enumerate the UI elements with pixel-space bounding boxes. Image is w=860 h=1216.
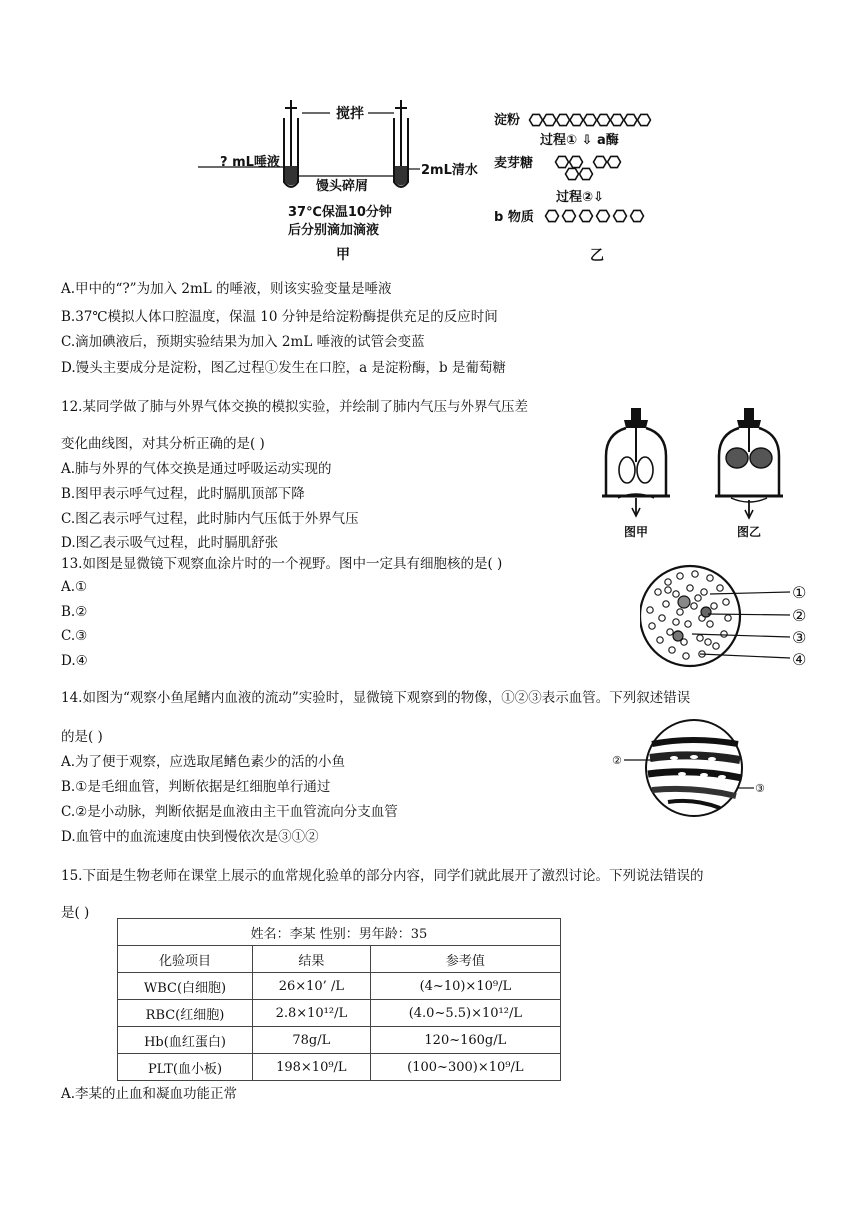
maltose-label: 麦芽糖 [494, 156, 534, 171]
q14-stem: 14.如图为“观察小鱼尾鳍内血液的流动”实验时，显微镜下观察到的物像，①②③表示血管。下列叙述错误 [61, 690, 691, 706]
cell-reference: 120~160g/L [370, 1027, 560, 1054]
cell-reference: (4.0~5.5)×10¹²/L [370, 1000, 560, 1027]
jar-b [715, 408, 783, 539]
red-blood-cell [677, 609, 683, 615]
hexagon-unit [584, 114, 597, 125]
q12-stem-cont: 变化曲线图，对其分析正确的是( ) [61, 436, 265, 452]
table-title: 姓名：李某 性别：男年龄：35 [118, 919, 561, 946]
q15-stem: 15.下面是生物老师在课堂上展示的血常规化验单的部分内容，同学们就此展开了激烈讨论。下列说法错误的 [61, 868, 704, 884]
hexagon-unit [631, 210, 644, 221]
red-blood-cell [665, 579, 671, 585]
red-blood-cell [667, 629, 673, 635]
red-blood-cell [717, 585, 723, 591]
hexagon-unit [594, 156, 607, 167]
blood-smear-figure [640, 562, 830, 674]
q11-option-b: B.37℃模拟人体口腔温度，保温 10 分钟是给淀粉酶提供充足的反应时间 [61, 309, 498, 325]
hexagon-unit [566, 168, 579, 179]
b-substance-label: b 物质 [494, 210, 534, 225]
bread-label: 馒头碎屑 [316, 179, 369, 194]
hexagon-unit [597, 114, 610, 125]
vessel-label-3: ③ [755, 782, 765, 795]
hexagon-unit [611, 114, 624, 125]
hexagon-unit [614, 210, 627, 221]
cell-reference: (100~300)×10⁹/L [370, 1054, 560, 1081]
hexagon-unit [570, 114, 583, 125]
hexagon-unit [580, 210, 593, 221]
table-header-row [118, 946, 561, 973]
hexagon-unit [608, 156, 621, 167]
red-blood-cell [725, 615, 731, 621]
q12-option-c: C.图乙表示呼气过程，此时肺内气压低于外界气压 [61, 511, 359, 527]
white-blood-cell [678, 596, 690, 608]
smear-label-1: ① [792, 583, 807, 602]
header-item: 化验项目 [118, 946, 253, 973]
header-reference: 参考值 [370, 946, 560, 973]
hexagon-unit [570, 156, 583, 167]
header-result: 结果 [253, 946, 371, 973]
red-blood-cell [707, 621, 713, 627]
hexagon-unit [597, 210, 610, 221]
red-blood-cell [649, 623, 655, 629]
hexagon-unit [530, 114, 543, 125]
fig-b-label: 图乙 [737, 525, 762, 539]
saliva-label: ? mL唾液 [220, 155, 280, 170]
red-blood-cell [687, 585, 693, 591]
hexagon-unit [563, 210, 576, 221]
q12-stem: 12.某同学做了肺与外界气体交换的模拟实验，并绘制了肺内气压与外界气压差 [61, 399, 528, 415]
cell-item: RBC(红细胞) [118, 1000, 253, 1027]
q12-option-a: A.肺与外界的气体交换是通过呼吸运动实现的 [61, 461, 332, 477]
white-blood-cell [673, 631, 683, 641]
q14-stem-cont: 的是( ) [61, 729, 103, 745]
hexagon-unit [638, 114, 651, 125]
table-row [118, 1054, 561, 1081]
q14-option-a: A.为了便于观察，应选取尾鳍色素少的活的小鱼 [61, 754, 346, 770]
q12-option-d: D.图乙表示吸气过程，此时膈肌舒张 [61, 535, 279, 551]
q12-option-b: B.图甲表示呼气过程，此时膈肌顶部下降 [61, 486, 305, 502]
red-blood-cell [663, 601, 669, 607]
red-blood-cell [721, 631, 727, 637]
process2-label: 过程②⇩ [556, 190, 604, 205]
red-blood-cell [701, 589, 707, 595]
red-blood-cell [669, 647, 675, 653]
blood-test-table [117, 918, 561, 1081]
process1-label: 过程① ⇩ a酶 [540, 133, 619, 148]
cell-result: 2.8×10¹²/L [253, 1000, 371, 1027]
hexagon-unit [557, 114, 570, 125]
red-blood-cell [673, 591, 679, 597]
cell-result: 198×10⁹/L [253, 1054, 371, 1081]
vessel-label-2: ② [612, 754, 622, 767]
table-row [118, 1027, 561, 1054]
hexagon-unit [556, 156, 569, 167]
red-blood-cell [711, 603, 717, 609]
water-label: 2mL清水 [421, 163, 478, 178]
red-blood-cell [697, 635, 703, 641]
red-blood-cell [677, 573, 683, 579]
caption-line2: 后分别滴加滴液 [288, 223, 380, 238]
red-blood-cell [655, 589, 661, 595]
red-blood-cell [705, 639, 711, 645]
red-blood-cell [659, 615, 665, 621]
hexagon-unit [543, 114, 556, 125]
cell-result: 26×10’ /L [253, 973, 371, 1000]
q13-stem: 13.如图是显微镜下观察血涂片时的一个视野。图中一定具有细胞核的是( ) [61, 556, 503, 572]
cell-result: 78g/L [253, 1027, 371, 1054]
smear-label-2: ② [792, 606, 807, 625]
lung-model-figure [598, 404, 798, 544]
red-blood-cell [695, 595, 701, 601]
cell-reference: (4~10)×10⁹/L [370, 973, 560, 1000]
red-blood-cell [673, 619, 679, 625]
smear-label-3: ③ [792, 628, 807, 647]
q15-option-a: A.李某的止血和凝血功能正常 [61, 1086, 238, 1102]
red-blood-cell [647, 607, 653, 613]
q11-option-c: C.滴加碘液后，预期实验结果为加入 2mL 唾液的试管会变蓝 [61, 334, 425, 350]
red-blood-cell [691, 603, 697, 609]
smear-label-4: ④ [792, 650, 807, 669]
hexagon-unit [546, 210, 559, 221]
q11-option-d: D.馒头主要成分是淀粉，图乙过程①发生在口腔，a 是淀粉酶，b 是葡萄糖 [61, 360, 506, 376]
q13-option-a: A.① [61, 579, 88, 595]
red-blood-cell [665, 587, 671, 593]
jar-a [602, 408, 670, 539]
starch-digestion-figure [494, 104, 694, 264]
q13-option-b: B.② [61, 604, 88, 620]
cell-item: PLT(血小板) [118, 1054, 253, 1081]
hexagon-unit [624, 114, 637, 125]
red-blood-cell [713, 643, 719, 649]
white-blood-cell [701, 607, 711, 617]
table-row [118, 973, 561, 1000]
red-blood-cell [683, 653, 689, 659]
q11-option-a: A.甲中的“?”为加入 2mL 的唾液，则该实验变量是唾液 [61, 281, 392, 297]
cell-item: Hb(血红蛋白) [118, 1027, 253, 1054]
q15-stem-cont: 是( ) [61, 905, 90, 921]
fig-a-label: 图甲 [624, 525, 649, 539]
table-row [118, 1000, 561, 1027]
red-blood-cell [657, 637, 663, 643]
red-blood-cell [723, 599, 729, 605]
test-tube-experiment-figure [190, 96, 490, 266]
q13-option-d: D.④ [61, 653, 88, 669]
starch-label: 淀粉 [494, 113, 521, 128]
q14-option-b: B.①是毛细血管，判断依据是红细胞单行通过 [61, 779, 331, 795]
hexagon-unit [580, 168, 593, 179]
fish-tail-vessel-figure [612, 718, 772, 818]
red-blood-cell [685, 621, 691, 627]
q14-option-d: D.血管中的血流速度由快到慢依次是③①② [61, 829, 319, 845]
q14-option-c: C.②是小动脉，判断依据是血液由主干血管流向分支血管 [61, 804, 398, 820]
figure-name-yi: 乙 [590, 248, 604, 264]
red-blood-cell [707, 575, 713, 581]
cell-item: WBC(白细胞) [118, 973, 253, 1000]
figure-name-jia: 甲 [336, 247, 350, 263]
caption-line1: 37℃保温10分钟 [288, 205, 392, 220]
q13-option-c: C.③ [61, 628, 88, 644]
red-blood-cell [692, 571, 698, 577]
stir-label: 搅拌 [336, 106, 364, 122]
